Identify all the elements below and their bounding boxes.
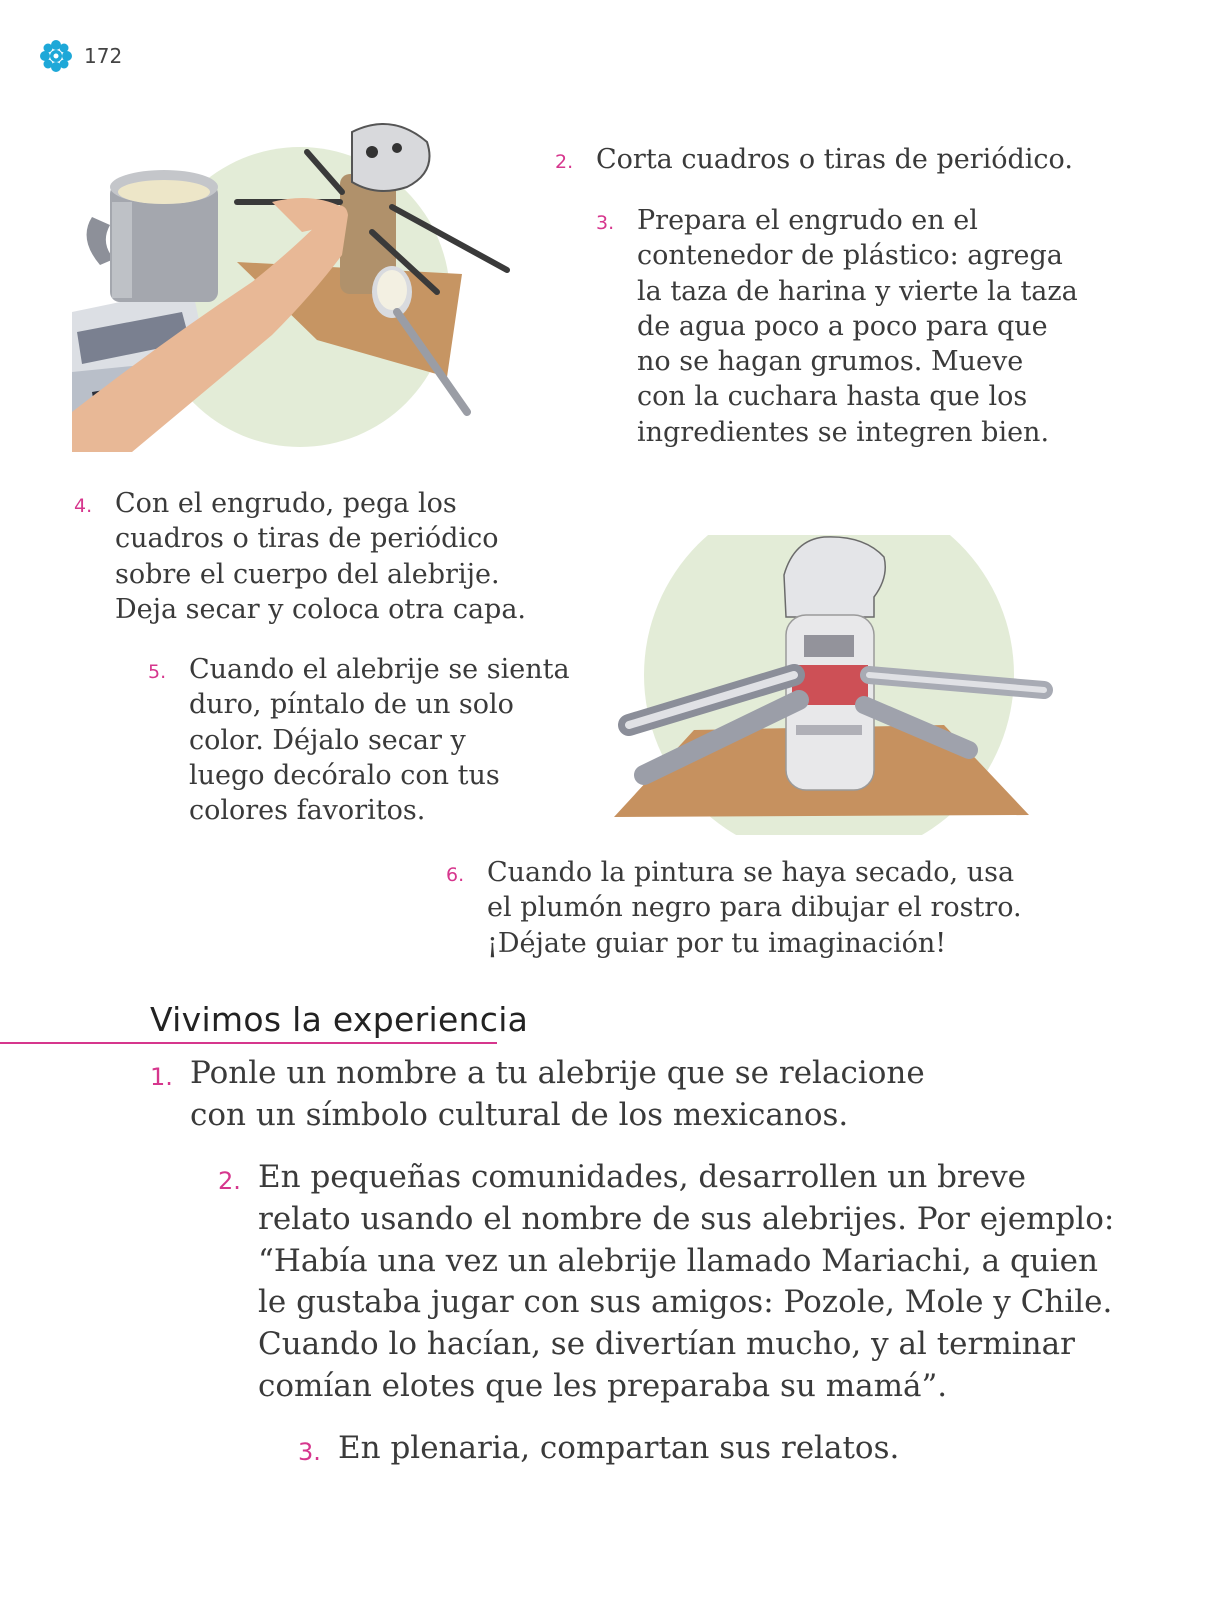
step-number: 2. <box>218 1167 241 1195</box>
photo-alebrije-papier-mache <box>614 535 1064 835</box>
activity-step-3 <box>298 1428 899 1474</box>
step-number: 2. <box>555 151 574 173</box>
step-text: Prepara el engrudo en el contenedor de plástico: agrega la taza de harina y vierte la taza de agua poco a poco para que no se hagan grumos. Mueve con la cuchara hasta que los ingredientes se integren bien. <box>637 205 1078 448</box>
step-number: 3. <box>298 1438 321 1466</box>
step-2-cut-paper <box>555 142 1073 180</box>
step-number: 1. <box>150 1063 173 1091</box>
step-text: Cuando la pintura se haya secado, usa el plumón negro para dibujar el rostro. ¡Déjate guiar por tu imaginación! <box>487 857 1022 959</box>
page-header <box>38 38 122 74</box>
step-number: 6. <box>446 864 465 886</box>
step-number: 4. <box>74 495 93 517</box>
step-text: Con el engrudo, pega los cuadros o tiras de periódico sobre el cuerpo del alebrije. Deja secar y coloca otra capa. <box>115 488 526 625</box>
step-text: En pequeñas comunidades, desarrollen un breve relato usando el nombre de sus alebrijes. Por ejemplo: “Había una vez un alebrije llamado Mariachi, a quien le gustaba jugar con sus amigos: Pozole, Mole y Chile. Cuando lo hacían, se divertían mucho, y al terminar comían elotes que les preparaba su mamá”. <box>258 1159 1115 1404</box>
step-6-draw-face <box>446 855 1022 961</box>
activity-step-2 <box>218 1157 1114 1408</box>
section-heading-rule <box>0 1042 497 1044</box>
book-logo-icon <box>38 38 74 74</box>
alebrije-body <box>784 537 885 790</box>
step-4-glue-paper <box>74 486 526 627</box>
step-text: Corta cuadros o tiras de periódico. <box>596 144 1073 175</box>
page-number: 172 <box>84 44 123 68</box>
step-3-prepare-paste <box>596 203 1078 450</box>
section-heading: Vivimos la experiencia <box>150 1000 529 1039</box>
photo-alebrije-armature <box>72 112 522 462</box>
metal-cup-icon <box>87 170 218 302</box>
step-number: 5. <box>148 661 167 683</box>
step-text: Ponle un nombre a tu alebrije que se relacione con un símbolo cultural de los mexicanos. <box>190 1055 925 1133</box>
step-text: En plenaria, compartan sus relatos. <box>338 1430 900 1466</box>
activity-step-1 <box>150 1053 925 1137</box>
step-5-paint <box>148 652 570 828</box>
step-text: Cuando el alebrije se sienta duro, píntalo de un solo color. Déjalo secar y luego decóralo con tus colores favoritos. <box>189 654 570 827</box>
step-number: 3. <box>596 212 615 234</box>
